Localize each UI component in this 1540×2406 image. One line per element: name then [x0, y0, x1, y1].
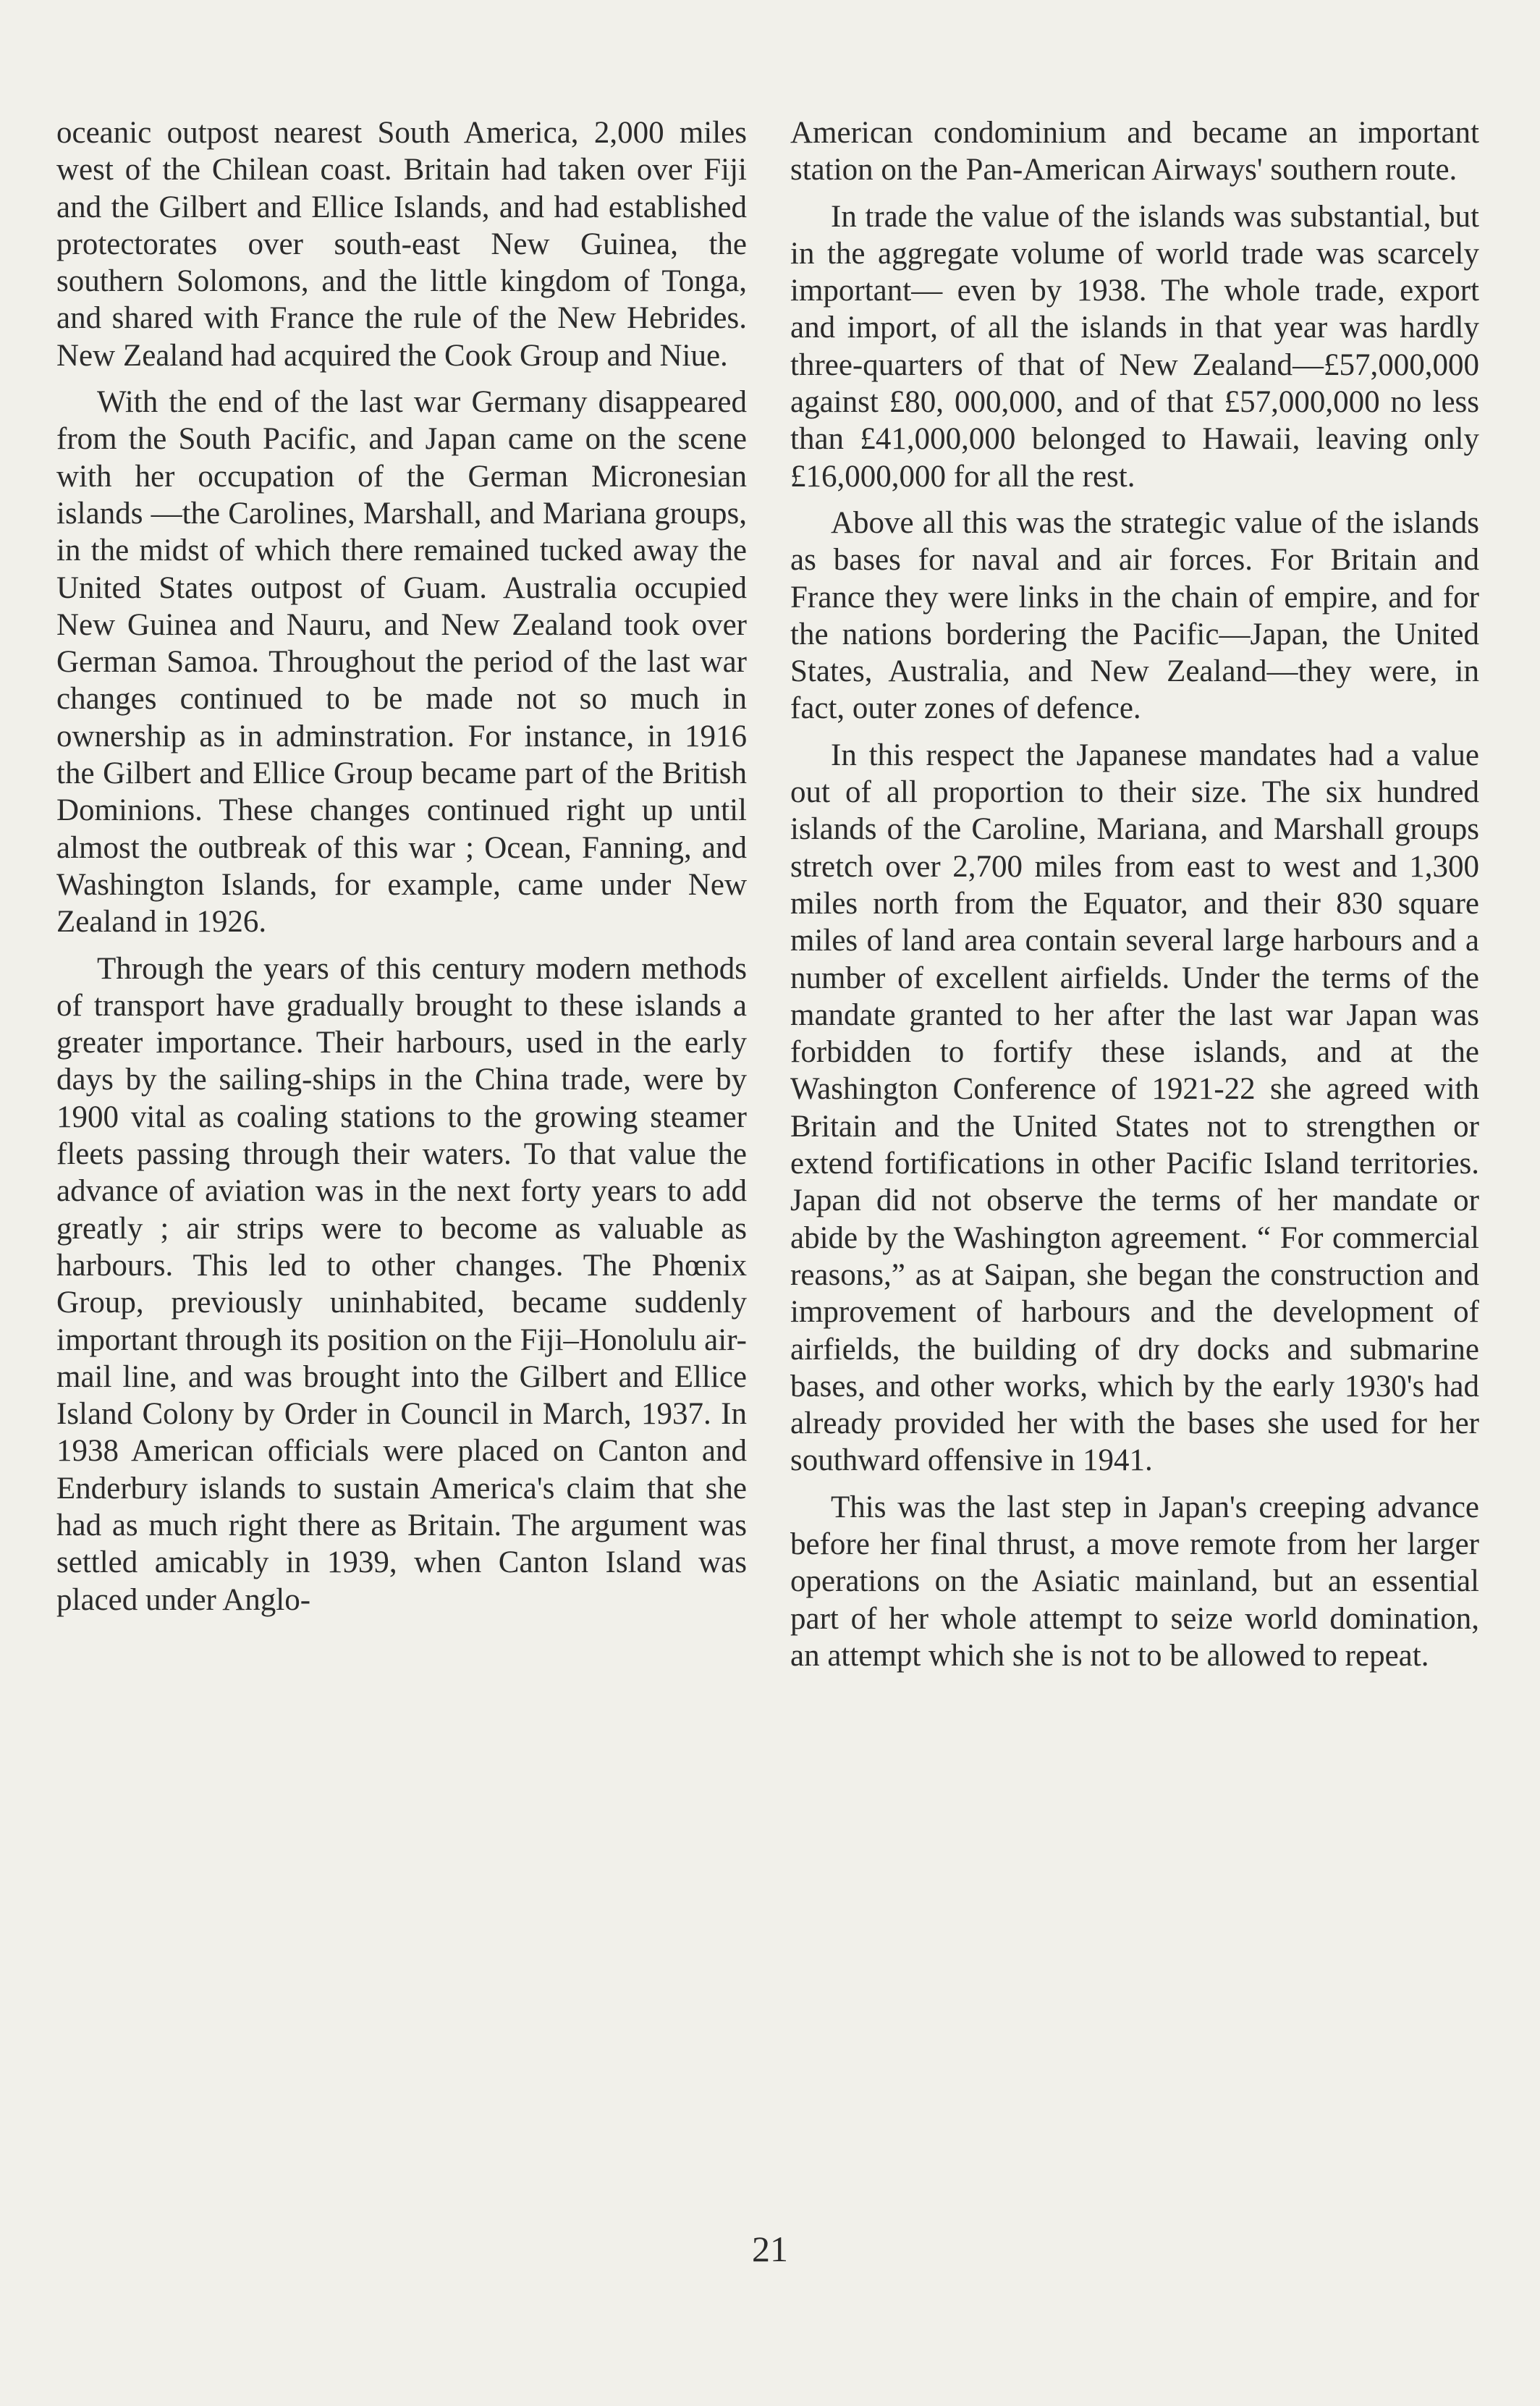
- right-column: [790, 114, 1479, 1684]
- paragraph: oceanic outpost nearest South America, 2,000 miles west of the Chilean coast. Britain had taken over Fiji and the Gilbert and Ellice Islands, and had established protectorates over south-east New Guinea, the southern Solomons, and the little kingdom of Tonga, and shared with France the rule of the New Hebrides. New Zealand had acquired the Cook Group and Niue.: [56, 116, 747, 373]
- paragraph: Above all this was the strategic value of the islands as bases for naval and air forces. For Britain and France they were links in the chain of empire, and for the nations bordering the Pacific—Japan, the United States, Australia, and New Zealand—they were, in fact, outer zones of defence.: [790, 505, 1479, 726]
- left-column: [56, 114, 747, 1628]
- paragraph: In trade the value of the islands was substantial, but in the aggregate volume of world trade was scarcely important— even by 1938. The whole trade, export and import, of all the islands in that year was hardly three-quarters of that of New Zealand—£57,000,000 against £80, 000,000, and of that £57,000,000 no less than £41,000,000 belonged to Hawaii, leaving only £16,000,000 for all the rest.: [790, 199, 1479, 494]
- paragraph: With the end of the last war Germany disappeared from the South Pacific, and Japan came on the scene with her occupation of the German Micronesian islands —the Carolines, Marshall, and Mariana groups, in the midst of which there remained tucked away the United States outpost of Guam. Australia occupied New Guinea and Nauru, and New Zealand took over German Samoa. Throughout the period of the last war changes continued to be made not so much in ownership as in adminstration. For instance, in 1916 the Gilbert and Ellice Group became part of the British Dominions. These changes continued right up until almost the outbreak of this war ; Ocean, Fanning, and Washington Islands, for example, came under New Zealand in 1926.: [56, 385, 747, 940]
- paragraph: Through the years of this century modern methods of transport have gradually brought to these islands a greater importance. Their harbours, used in the early days by the sailing-ships in the China trade, were by 1900 vital as coaling stations to the growing steamer fleets passing through their waters. To that value the advance of aviation was in the next forty years to add greatly ; air strips were to become as valuable as harbours. This led to other changes. The Phœnix Group, previously uninhabited, became suddenly important through its position on the Fiji–Honolulu air-mail line, and was brought into the Gilbert and Ellice Island Colony by Order in Council in March, 1937. In 1938 American officials were placed on Canton and Enderbury islands to sustain America's claim that she had as much right there as Britain. The argument was settled amicably in 1939, when Canton Island was placed under Anglo-: [56, 951, 747, 1617]
- page-number: 21: [752, 2229, 788, 2269]
- paragraph: In this respect the Japanese mandates had a value out of all proportion to their size. The six hundred islands of the Caroline, Mariana, and Marshall groups stretch over 2,700 miles from east to west and 1,300 miles north from the Equator, and their 830 square miles of land area contain several large harbours and a number of excellent airfields. Under the terms of the mandate granted to her after the last war Japan was forbidden to fortify these islands, and at the Washington Conference of 1921-22 she agreed with Britain and the United States not to strengthen or extend fortifications in other Pacific Island territories. Japan did not observe the terms of her mandate or abide by the Washington agreement. “ For commercial reasons,” as at Saipan, she began the construction and improvement of harbours and the development of airfields, the building of dry docks and submarine bases, and other works, which by the early 1930's had already provided her with the bases she used for her southward offensive in 1941.: [790, 738, 1479, 1478]
- paragraph: American condominium and became an important station on the Pan-American Airways' southern route.: [790, 116, 1479, 187]
- paragraph: This was the last step in Japan's creeping advance before her final thrust, a move remote from her larger operations on the Asiatic mainland, but an essential part of her whole attempt to seize world domination, an attempt which she is not to be allowed to repeat.: [790, 1490, 1479, 1673]
